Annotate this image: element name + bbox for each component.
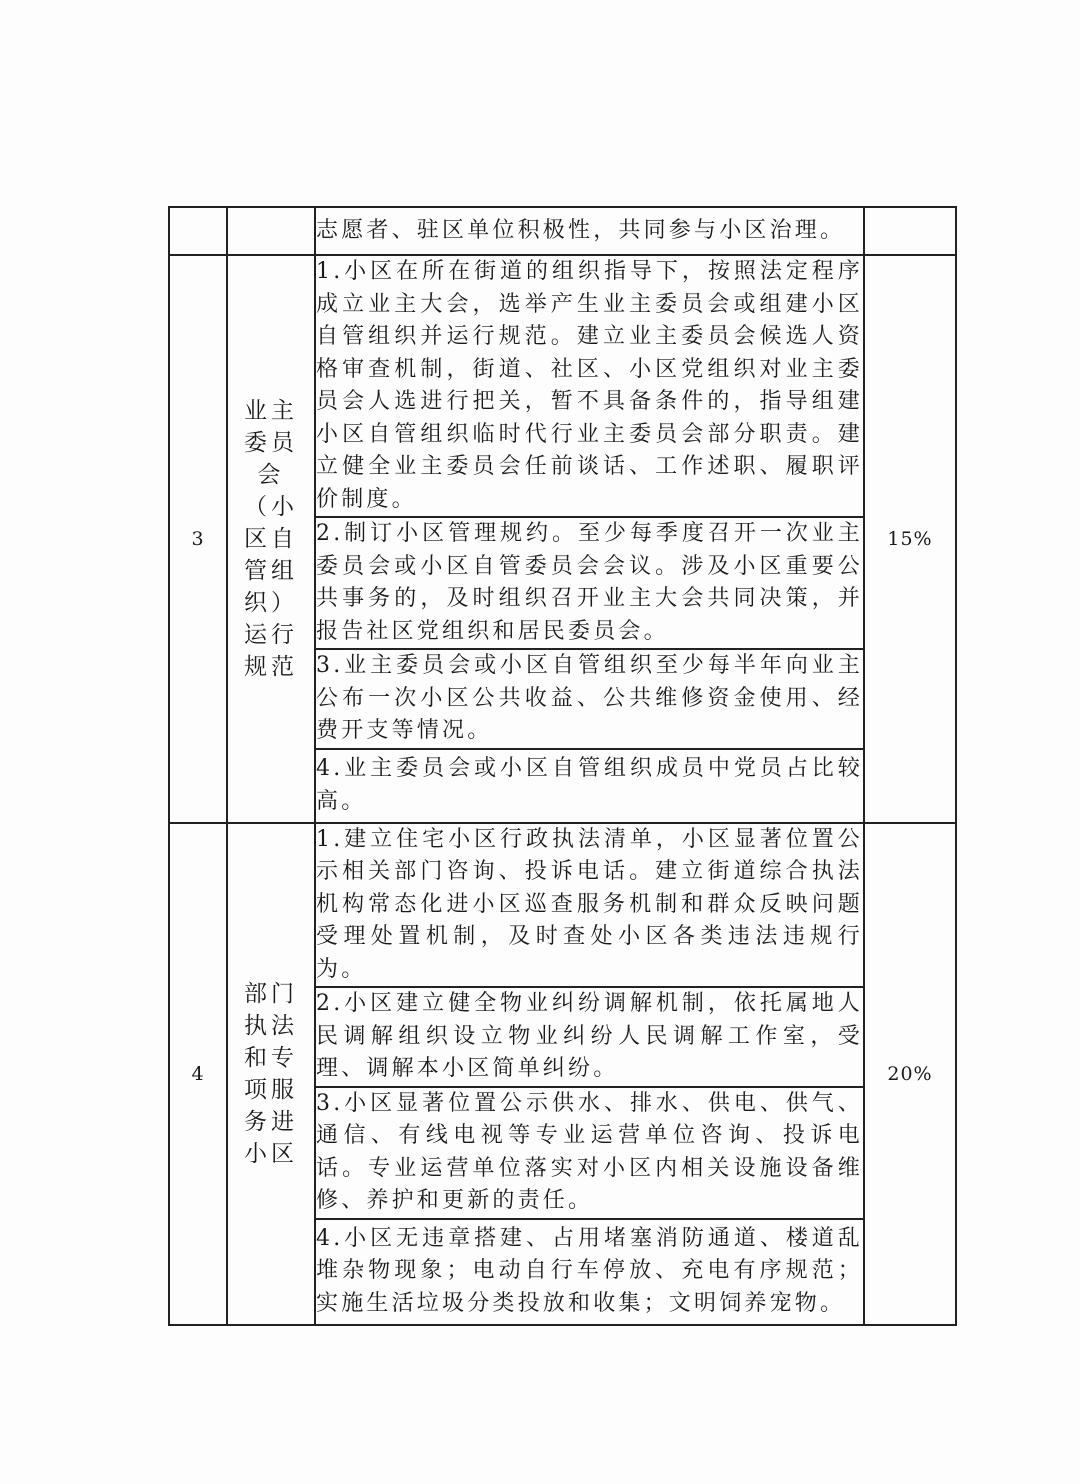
cell-standard-content: 4.业主委员会或小区自管组织成员中党员占比较高。 bbox=[315, 749, 864, 823]
table-row bbox=[169, 823, 956, 988]
cell-standard-content: 1.建立住宅小区行政执法清单，小区显著位置公示相关部门咨询、投诉电话。建立街道综合执法机构常态化进小区巡查服务机制和群众反映问题受理处置机制，及时查处小区各类违法违规行为。 bbox=[315, 823, 864, 988]
table-row-continuation bbox=[169, 207, 956, 255]
cell-weight: 20% bbox=[864, 823, 956, 1325]
cell-standard-content: 2.制订小区管理规约。至少每季度召开一次业主委员会或小区自管委员会会议。涉及小区重要公共事务的，及时组织召开业主大会共同决策，并报告社区党组织和居民委员会。 bbox=[315, 517, 864, 649]
cell-standard-content: 2.小区建立健全物业纠纷调解机制，依托属地人民调解组织设立物业纠纷人民调解工作室，受理、调解本小区简单纠纷。 bbox=[315, 987, 864, 1087]
cell-item-name bbox=[227, 207, 315, 255]
table-row bbox=[169, 255, 956, 517]
cell-weight bbox=[864, 207, 956, 255]
evaluation-table bbox=[168, 206, 957, 1326]
cell-standard-content: 3.业主委员会或小区自管组织至少每半年向业主公布一次小区公共收益、公共维修资金使用、经费开支等情况。 bbox=[315, 649, 864, 749]
cell-item-name bbox=[227, 823, 315, 1325]
cell-standard-content: 4.小区无违章搭建、占用堵塞消防通道、楼道乱堆杂物现象；电动自行车停放、充电有序规范；实施生活垃圾分类投放和收集；文明饲养宠物。 bbox=[315, 1219, 864, 1325]
cell-number bbox=[169, 207, 227, 255]
cell-standard-content: 3.小区显著位置公示供水、排水、供电、供气、通信、有线电视等专业运营单位咨询、投诉电话。专业运营单位落实对小区内相关设施设备维修、养护和更新的责任。 bbox=[315, 1087, 864, 1219]
item-name-text: 部门执法和专项服务进小区 bbox=[244, 980, 298, 1167]
cell-weight: 15% bbox=[864, 255, 956, 823]
cell-standard-content: 1.小区在所在街道的组织指导下，按照法定程序成立业主大会，选举产生业主委员会或组建小区自管组织并运行规范。建立业主委员会候选人资格审查机制，街道、社区、小区党组织对业主委员会人选进行把关，暂不具备条件的，指导组建小区自管组织临时代行业主委员会部分职责。建立健全业主委员会任前谈话、工作述职、履职评价制度。 bbox=[315, 255, 864, 517]
cell-number: 4 bbox=[169, 823, 227, 1325]
cell-standard-content: 志愿者、驻区单位积极性，共同参与小区治理。 bbox=[315, 207, 864, 255]
item-name-text: 业主委员会（小区自管组织）运行规范 bbox=[244, 397, 298, 680]
cell-item-name bbox=[227, 255, 315, 823]
cell-number: 3 bbox=[169, 255, 227, 823]
